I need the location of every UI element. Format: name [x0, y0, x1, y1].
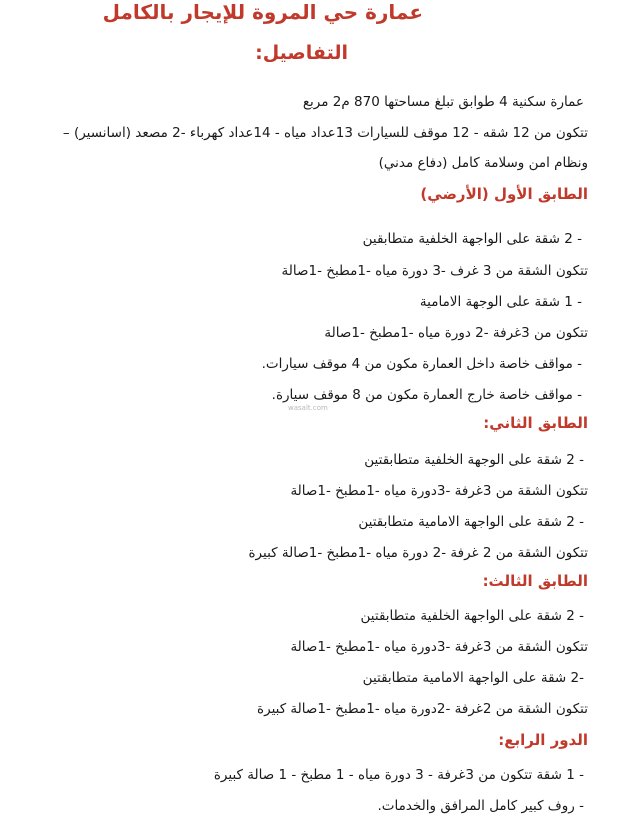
floor2-line: تتكون الشقة من 2 غرفة -2 دورة مياه -1مطبخ -1صالة كبيرة — [248, 545, 588, 561]
floor2-line: تتكون الشقة من 3غرفة -3دورة مياه -1مطبخ -1صالة — [290, 483, 588, 499]
floor2-line: - 2 شقة على الوجهة الخلفية متطابقتين — [364, 452, 584, 468]
floor1-line: - مواقف خاصة خارج العمارة مكون من 8 موقف سيارة. — [271, 387, 582, 403]
intro-line-area: عمارة سكنية 4 طوابق تبلغ مساحتها 870 م2 مربع — [302, 94, 584, 110]
floor4-heading: الدور الرابع: — [498, 731, 588, 749]
floor1-line: - 1 شقة على الوجهة الامامية — [419, 294, 582, 310]
floor3-heading: الطابق الثالث: — [482, 572, 588, 590]
floor1-line: تتكون من 3غرفة -2 دورة مياه -1مطبخ -1صالة — [324, 325, 588, 341]
floor3-line: تتكون الشقة من 2غرفة -2دورة مياه -1مطبخ -1صالة كبيرة — [257, 701, 588, 717]
floor4-line: - روف كبير كامل المرافق والخدمات. — [377, 798, 584, 814]
details-heading: التفاصيل: — [255, 42, 348, 64]
floor1-line: - 2 شقة على الواجهة الخلفية متطابقين — [362, 231, 582, 247]
intro-line-units: تتكون من 12 شقه - 12 موقف للسيارات 13عداد مياه - 14عداد كهرباء -2 مصعد (اسانسير) – ونظام امن وسلامة كامل (دفاع مدني) — [62, 125, 588, 171]
floor3-line: تتكون الشقة من 3غرفة -3دورة مياه -1مطبخ -1صالة — [290, 639, 588, 655]
floor3-line: -2 شقة على الواجهة الامامية متطابقتين — [362, 670, 584, 686]
document-title: عمارة حي المروة للإيجار بالكامل — [102, 0, 423, 24]
floor1-heading: الطابق الأول (الأرضي) — [420, 185, 588, 203]
floor2-line: - 2 شقة على الواجهة الامامية متطابقتين — [358, 514, 584, 530]
floor2-heading: الطابق الثاني: — [483, 414, 588, 432]
floor3-line: - 2 شقة على الواجهة الخلفية متطابقتين — [360, 608, 584, 624]
watermark: wasalt.com — [288, 404, 328, 412]
floor1-line: - مواقف خاصة داخل العمارة مكون من 4 موقف سيارات. — [261, 356, 582, 372]
floor4-line: - 1 شقة تتكون من 3غرفة - 3 دورة مياه - 1 مطبخ - 1 صالة كبيرة — [213, 767, 584, 783]
floor1-line: تتكون الشقة من 3 غرف -3 دورة مياه -1مطبخ -1صالة — [281, 263, 588, 279]
